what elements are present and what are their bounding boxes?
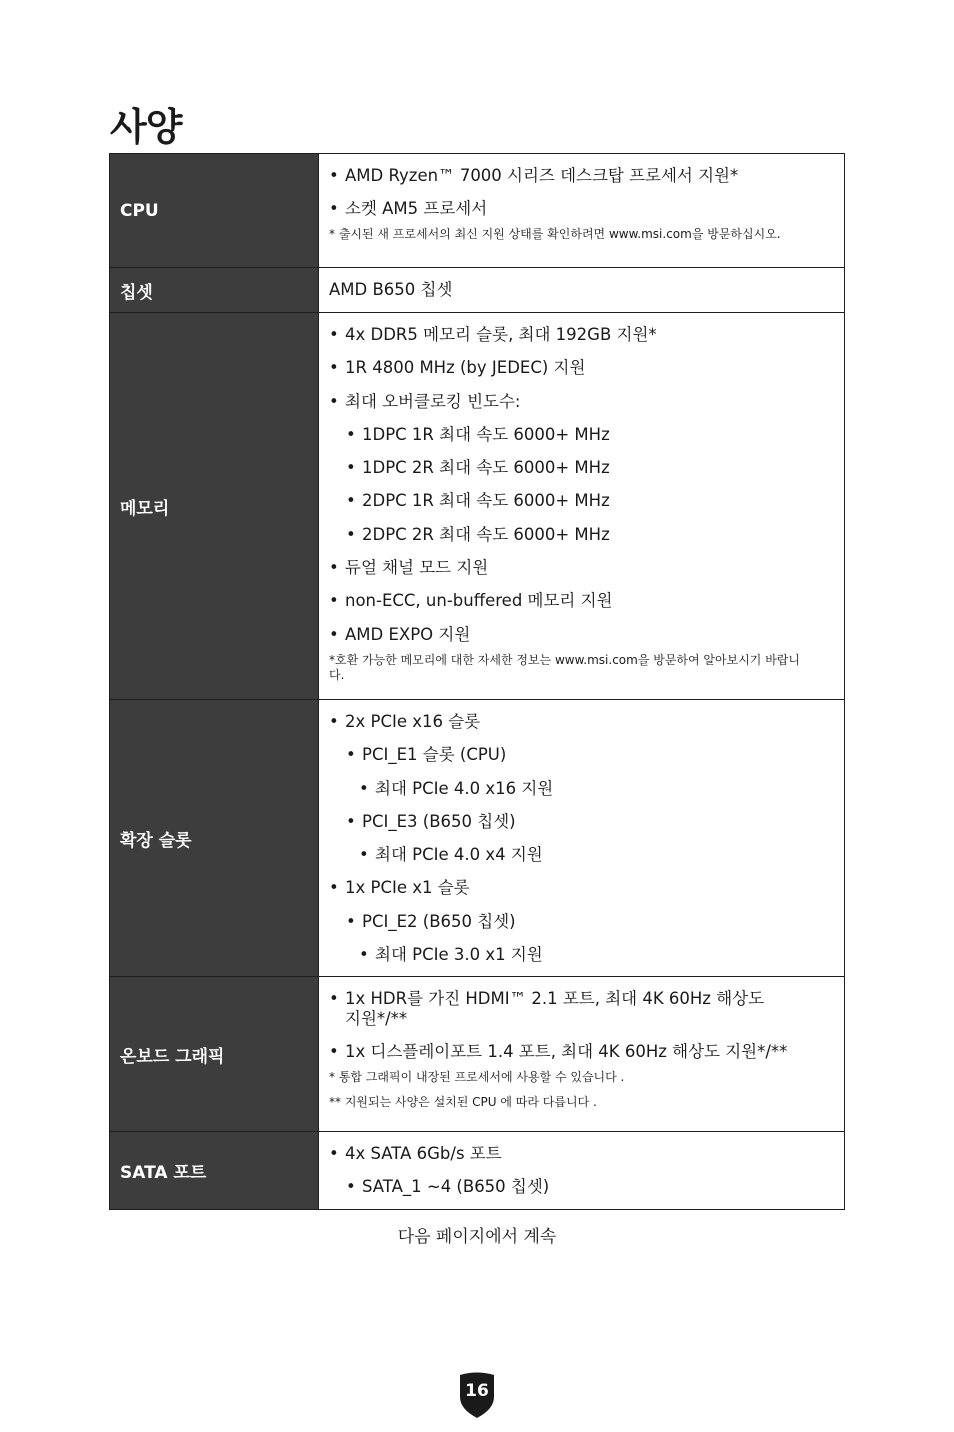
bullet-icon: •	[329, 358, 339, 378]
spec-value	[319, 977, 845, 1132]
spec-item: • 4x DDR5 메모리 슬롯, 최대 192GB 지원*	[329, 325, 657, 344]
bullet-icon: •	[359, 778, 369, 798]
bullet-icon: •	[329, 558, 339, 578]
spec-subitem: • 2DPC 2R 최대 속도 6000+ MHz	[346, 524, 610, 544]
spec-value	[319, 700, 845, 977]
spec-label: SATA 포트	[110, 1132, 319, 1210]
spec-subitem: • 2DPC 1R 최대 속도 6000+ MHz	[346, 491, 610, 511]
spec-subitem: • PCI_E1 슬롯 (CPU)	[346, 745, 507, 765]
spec-subitem: • 1DPC 2R 최대 속도 6000+ MHz	[346, 458, 610, 478]
spec-label: 확장 슬롯	[110, 700, 319, 977]
spec-item: • 1x PCIe x1 슬롯	[329, 878, 470, 898]
bullet-icon: •	[346, 911, 356, 931]
spec-value	[319, 154, 845, 268]
continued-note: 다음 페이지에서 계속	[397, 1227, 557, 1247]
bullet-icon: •	[329, 199, 339, 219]
spec-item: • 1x HDR를 가진 HDMI™ 2.1 포트, 최대 4K 60Hz 해상도 지원*/**	[329, 989, 765, 1028]
spec-note: *호환 가능한 메모리에 대한 자세한 정보는 www.msi.com을 방문하여 알아보시기 바랍니다.	[329, 652, 800, 682]
spec-note: * 통합 그래픽이 내장된 프로세서에 사용할 수 있습니다 .	[329, 1070, 625, 1085]
spec-item: • 2x PCIe x16 슬롯	[329, 712, 481, 731]
spec-item: • 소켓 AM5 프로세서	[329, 199, 488, 219]
bullet-icon: •	[346, 524, 356, 544]
page-number: 16	[465, 1381, 489, 1401]
page-number-badge	[457, 1371, 497, 1419]
spec-label: 칩셋	[110, 268, 319, 313]
spec-item: • AMD Ryzen™ 7000 시리즈 데스크탑 프로세서 지원*	[329, 166, 739, 185]
spec-subitem: • 최대 PCIe 4.0 x4 지원	[359, 845, 543, 865]
spec-item: • 4x SATA 6Gb/s 포트	[329, 1144, 502, 1163]
spec-label: 온보드 그래픽	[110, 977, 319, 1132]
bullet-icon: •	[329, 325, 339, 344]
bullet-icon: •	[329, 712, 339, 731]
spec-item: • AMD EXPO 지원	[329, 624, 471, 644]
bullet-icon: •	[346, 458, 356, 478]
spec-item: • 1x 디스플레이포트 1.4 포트, 최대 4K 60Hz 해상도 지원*/**	[329, 1042, 788, 1062]
bullet-icon: •	[359, 945, 369, 965]
spec-row-graphics	[110, 977, 845, 1132]
spec-item: • 듀얼 채널 모드 지원	[329, 558, 489, 578]
spec-item: • 1R 4800 MHz (by JEDEC) 지원	[329, 358, 586, 378]
bullet-icon: •	[346, 745, 356, 765]
spec-table	[109, 153, 845, 1210]
spec-subitem: • PCI_E2 (B650 칩셋)	[346, 911, 516, 931]
spec-subitem: • SATA_1 ~4 (B650 칩셋)	[346, 1177, 550, 1197]
bullet-icon: •	[329, 878, 339, 898]
spec-label: 메모리	[110, 313, 319, 700]
spec-row-chipset	[110, 268, 845, 313]
bullet-icon: •	[329, 391, 339, 411]
bullet-icon: •	[346, 491, 356, 511]
bullet-icon: •	[329, 1144, 339, 1163]
spec-row-sata	[110, 1132, 845, 1210]
spec-subitem: • 최대 PCIe 4.0 x16 지원	[359, 778, 554, 798]
spec-note: ** 지원되는 사양은 설치된 CPU 에 따라 다릅니다 .	[329, 1095, 597, 1110]
spec-item: • non-ECC, un-buffered 메모리 지원	[329, 591, 613, 611]
spec-subitem: • 1DPC 1R 최대 속도 6000+ MHz	[346, 424, 610, 444]
page-title: 사양	[110, 105, 182, 149]
spec-value	[319, 1132, 845, 1210]
spec-label: CPU	[110, 154, 319, 268]
spec-row-expansion	[110, 700, 845, 977]
bullet-icon: •	[359, 845, 369, 865]
bullet-icon: •	[329, 1042, 339, 1062]
spec-value	[319, 268, 845, 313]
spec-subitem: • 최대 PCIe 3.0 x1 지원	[359, 945, 543, 965]
bullet-icon: •	[346, 1177, 356, 1197]
bullet-icon: •	[329, 624, 339, 644]
bullet-icon: •	[346, 424, 356, 444]
spec-value	[319, 313, 845, 700]
spec-note: * 출시된 새 프로세서의 최신 지원 상태를 확인하려면 www.msi.com을 방문하십시오.	[329, 227, 781, 242]
bullet-icon: •	[346, 811, 356, 831]
bullet-icon: •	[329, 989, 339, 1008]
spec-row-memory	[110, 313, 845, 700]
bullet-icon: •	[329, 166, 339, 185]
spec-item: • 최대 오버클로킹 빈도수:	[329, 391, 521, 411]
spec-row-cpu	[110, 154, 845, 268]
spec-subitem: • PCI_E3 (B650 칩셋)	[346, 811, 516, 831]
spec-item: AMD B650 칩셋	[329, 280, 453, 299]
bullet-icon: •	[329, 591, 339, 611]
